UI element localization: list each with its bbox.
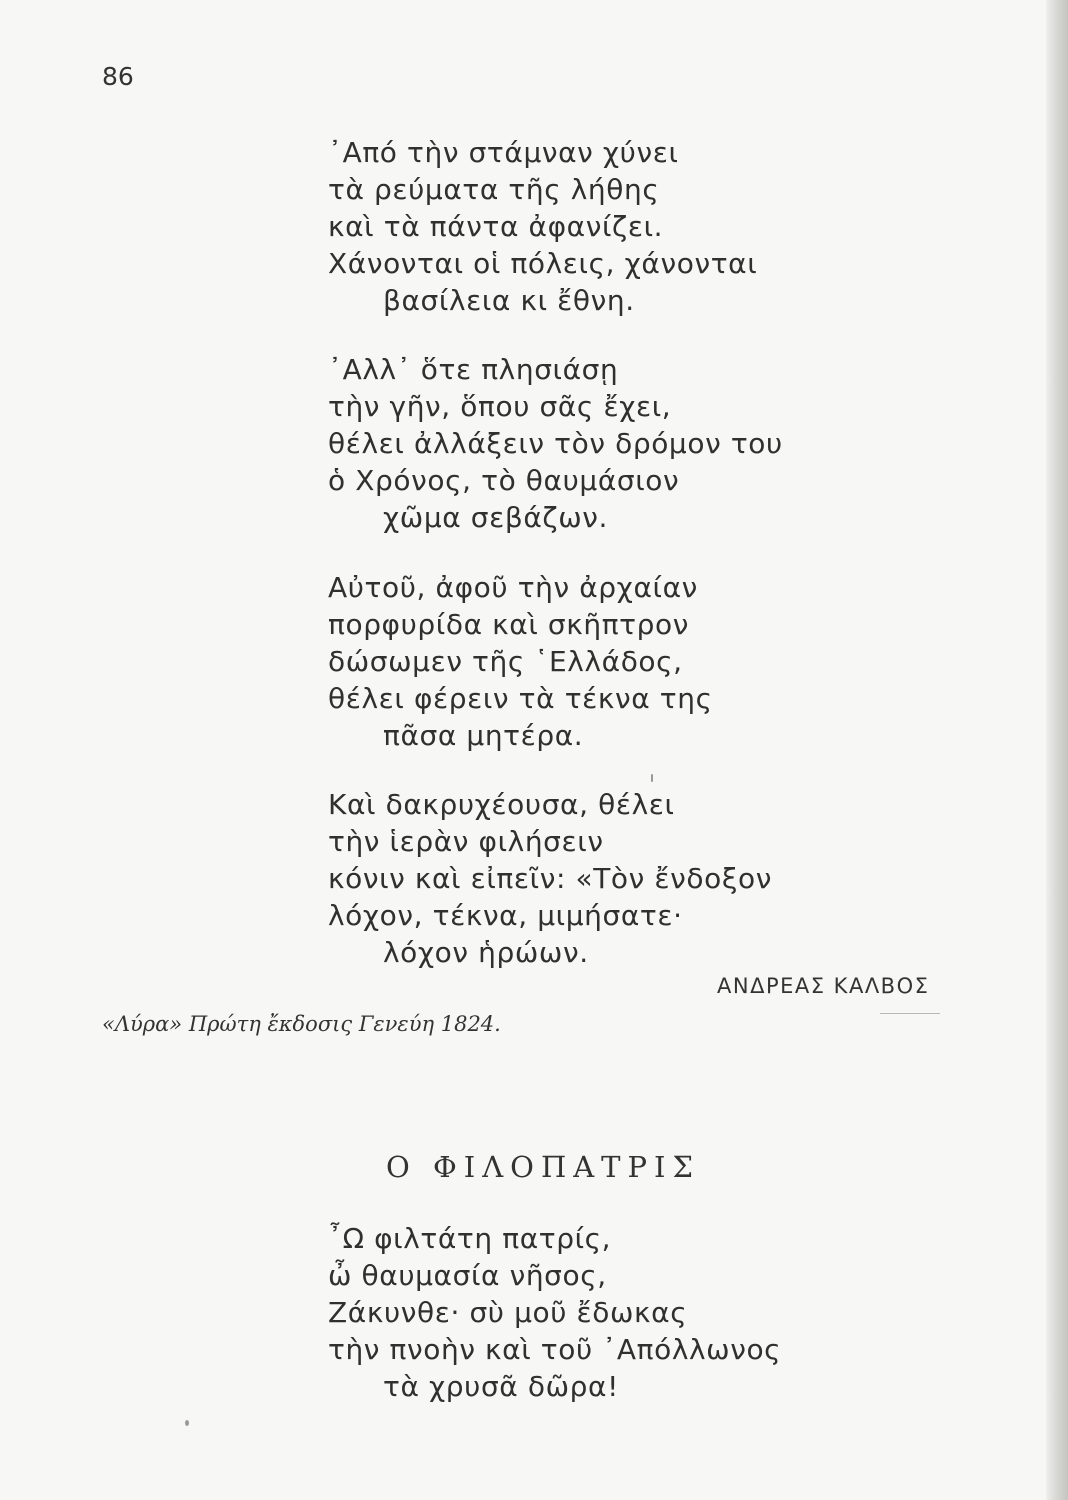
verse-line: τὰ ρεύματα τῆς λήθης bbox=[328, 173, 660, 206]
page-number: 86 bbox=[102, 62, 134, 91]
verse-line: Καὶ δακρυχέουσα, θέλει bbox=[328, 788, 675, 821]
print-speck bbox=[651, 774, 653, 782]
verse-line: τὰ χρυσᾶ δῶρα! bbox=[383, 1370, 619, 1403]
verse-line: καὶ τὰ πάντα ἀφανίζει. bbox=[328, 210, 664, 243]
verse-line: πᾶσα μητέρα. bbox=[383, 719, 584, 752]
verse-line: ᾿Από τὴν στάμναν χύνει bbox=[328, 136, 679, 169]
verse-line: τὴν πνοὴν καὶ τοῦ ᾿Απόλλωνος bbox=[328, 1333, 782, 1366]
author-name: ΑΝΔΡΕΑΣ ΚΑΛΒΟΣ bbox=[717, 974, 930, 998]
verse-line: Χάνονται οἱ πόλεις, χάνονται bbox=[328, 247, 758, 280]
verse-line: κόνιν καὶ εἰπεῖν: «Τὸν ἔνδοξον bbox=[328, 862, 773, 895]
verse-line: δώσωμεν τῆς ῾Ελλάδος, bbox=[328, 645, 683, 678]
page-edge-shadow bbox=[1046, 0, 1068, 1500]
verse-line: λόχον, τέκνα, μιμήσατε· bbox=[328, 899, 683, 932]
verse-line: ὦ θαυμασία νῆσος, bbox=[328, 1259, 607, 1292]
poem-title: Ο ΦΙΛΟΠΑΤΡΙΣ bbox=[386, 1150, 700, 1184]
verse-line: πορφυρίδα καὶ σκῆπτρον bbox=[328, 608, 689, 641]
verse-line: θέλει ἀλλάξειν τὸν δρόμον του bbox=[328, 427, 783, 460]
verse-line: ᾿Αλλ᾿ ὅτε πλησιάσῃ bbox=[328, 353, 619, 386]
verse-line: θέλει φέρειν τὰ τέκνα της bbox=[328, 682, 713, 715]
verse-line: Ζάκυνθε· σὺ μοῦ ἔδωκας bbox=[328, 1296, 688, 1329]
verse-line: τὴν ἱερὰν φιλήσειν bbox=[328, 825, 604, 858]
verse-line: Αὐτοῦ, ἀφοῦ τὴν ἀρχαίαν bbox=[328, 571, 698, 604]
print-speck bbox=[185, 1420, 189, 1426]
verse-line: ῏Ω φιλτάτη πατρίς, bbox=[328, 1222, 612, 1255]
verse-line: λόχον ἡρώων. bbox=[383, 936, 589, 969]
verse-line: ὁ Χρόνος, τὸ θαυμάσιον bbox=[328, 464, 680, 497]
verse-line: χῶμα σεβάζων. bbox=[383, 501, 609, 534]
source-citation: «Λύρα» Πρώτη ἔκδοσις Γενεύη 1824. bbox=[102, 1012, 501, 1036]
verse-line: τὴν γῆν, ὅπου σᾶς ἔχει, bbox=[328, 390, 672, 423]
author-rule bbox=[880, 1013, 940, 1014]
verse-line: βασίλεια κι ἔθνη. bbox=[383, 284, 635, 317]
